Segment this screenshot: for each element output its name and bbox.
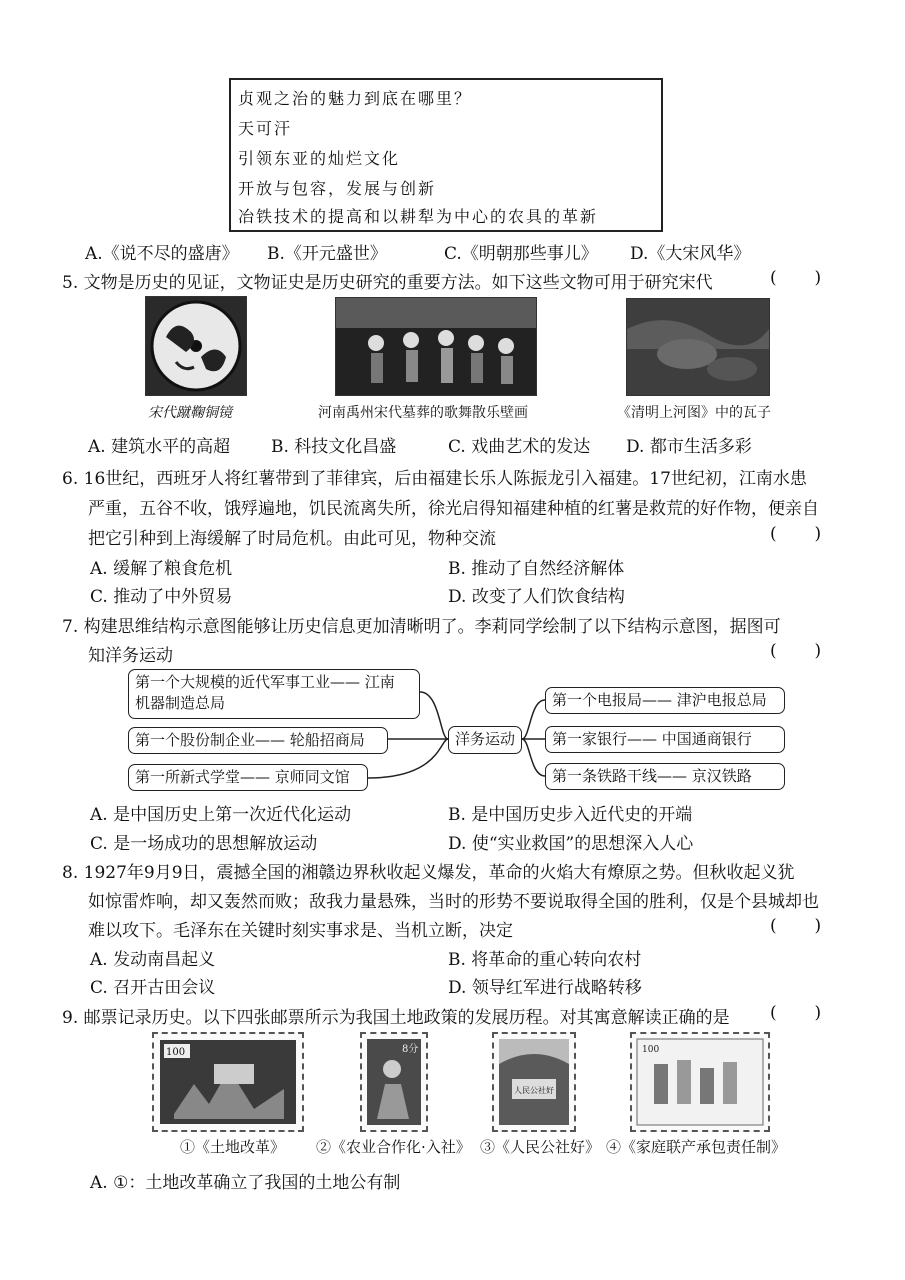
stamp-peoples-commune xyxy=(492,1032,576,1132)
stamp-2-value: 8分 xyxy=(402,1044,419,1055)
box-line-4: 开放与包容，发展与创新 xyxy=(238,179,437,198)
q8-option-c: C. 召开古田会议 xyxy=(90,978,216,998)
q6-option-d: D. 改变了人们饮食结构 xyxy=(448,587,625,607)
node-china-merchants-text: 第一个股份制企业—— 轮船招商局 xyxy=(135,731,365,749)
node-jiangnan-line-2: 机器制造总局 xyxy=(135,694,226,712)
q7-option-b: B. 是中国历史步入近代史的开端 xyxy=(448,805,693,825)
q5-caption-1: 宋代蹴鞠铜镜 xyxy=(148,405,232,421)
q7-line-2: 知洋务运动 xyxy=(88,646,173,666)
q6-answer-paren: ( ) xyxy=(770,524,822,544)
node-telegraph-text: 第一个电报局—— 津沪电报总局 xyxy=(552,691,767,709)
node-jiangnan-line-1: 第一个大规模的近代军事工业—— 江南 xyxy=(135,673,395,691)
q8-line-2: 如惊雷炸响，却又轰然而败；敌我力量悬殊，当时的形势不要说取得全国的胜利，仅是个县城却也 xyxy=(88,892,819,912)
q5-option-c: C. 戏曲艺术的发达 xyxy=(448,437,591,457)
node-center-yangwu xyxy=(448,726,522,754)
node-telegraph xyxy=(545,687,785,714)
q6-option-b: B. 推动了自然经济解体 xyxy=(448,559,625,579)
q8-line-1: 8. 1927年9月9日，震撼全国的湘赣边界秋收起义爆发，革命的火焰大有燎原之势。但秋收起义犹 xyxy=(62,863,795,883)
q6-option-c: C. 推动了中外贸易 xyxy=(90,587,233,607)
stamp-land-reform xyxy=(152,1032,304,1132)
node-bank-text: 第一家银行—— 中国通商银行 xyxy=(552,730,752,748)
node-center-text: 洋务运动 xyxy=(455,730,516,748)
q4-option-d: D.《大宋风华》 xyxy=(630,244,751,264)
q6-option-a: A. 缓解了粮食危机 xyxy=(90,559,233,579)
q5-option-d: D. 都市生活多彩 xyxy=(626,437,752,457)
box-line-1: 贞观之治的魅力到底在哪里？ xyxy=(238,89,473,108)
q4-option-c: C.《明朝那些事儿》 xyxy=(444,244,598,264)
q5-answer-paren: ( ) xyxy=(770,268,822,288)
q9-option-a: A. ①：土地改革确立了我国的土地公有制 xyxy=(90,1173,401,1193)
q5-option-b: B. 科技文化昌盛 xyxy=(271,437,397,457)
node-china-merchants xyxy=(128,727,388,754)
q8-answer-paren: ( ) xyxy=(770,916,822,936)
stamp-cooperative xyxy=(360,1032,428,1132)
box-line-5: 冶铁技术的提高和以耕犁为中心的农具的革新 xyxy=(238,207,599,226)
q8-option-a: A. 发动南昌起义 xyxy=(90,950,216,970)
q8-line-3: 难以攻下。毛泽东在关键时刻实事求是、当机立断，决定 xyxy=(88,921,513,941)
box-line-2: 天可汗 xyxy=(238,119,293,138)
node-jiangnan-arsenal xyxy=(128,669,420,719)
q7-option-c: C. 是一场成功的思想解放运动 xyxy=(90,834,318,854)
box-line-3: 引领东亚的灿烂文化 xyxy=(238,149,401,168)
stamp-3-text: 人民公社好 xyxy=(514,1086,554,1095)
q4-option-a: A.《说不尽的盛唐》 xyxy=(85,244,239,264)
node-tongwen-guan-text: 第一所新式学堂—— 京师同文馆 xyxy=(135,768,350,786)
q6-line-3: 把它引种到上海缓解了时局危机。由此可见，物种交流 xyxy=(88,529,496,549)
q7-option-d: D. 使“实业救国”的思想深入人心 xyxy=(448,834,694,854)
stamp-4-value: 100 xyxy=(642,1045,660,1055)
q9-caption-2: ②《农业合作化·入社》 xyxy=(316,1138,471,1156)
q7-line-1: 7. 构建思维结构示意图能够让历史信息更加清晰明了。李莉同学绘制了以下结构示意图，据图可 xyxy=(62,617,781,637)
stamp-commune-art xyxy=(494,1034,574,1130)
node-tongwen-guan xyxy=(128,764,368,791)
q7-option-a: A. 是中国历史上第一次近代化运动 xyxy=(90,805,352,825)
node-railway xyxy=(545,763,785,790)
q5-stem: 5. 文物是历史的见证，文物证史是历史研究的重要方法。如下这些文物可用于研究宋代 xyxy=(62,273,713,293)
q9-caption-3: ③《人民公社好》 xyxy=(480,1138,601,1156)
q9-caption-1: ①《土地改革》 xyxy=(180,1138,286,1156)
stamp-cooperative-art xyxy=(362,1034,426,1130)
stamp-household-art xyxy=(632,1034,768,1130)
node-railway-text: 第一条铁路干线—— 京汉铁路 xyxy=(552,767,752,785)
stamp-land-reform-art xyxy=(154,1034,302,1130)
q9-caption-4: ④《家庭联产承包责任制》 xyxy=(606,1138,787,1156)
q6-line-2: 严重，五谷不收，饿殍遍地，饥民流离失所，徐光启得知福建种植的红薯是救荒的好作物，便亲自 xyxy=(88,499,819,519)
q7-answer-paren: ( ) xyxy=(770,641,822,661)
q4-option-b: B.《开元盛世》 xyxy=(267,244,387,264)
node-bank xyxy=(545,726,785,753)
q5-caption-3: 《清明上河图》中的瓦子 xyxy=(617,405,771,421)
q8-option-b: B. 将革命的重心转向农村 xyxy=(448,950,642,970)
bronze-mirror-drawing xyxy=(146,297,246,395)
bronze-mirror-image xyxy=(145,296,247,396)
stamp-household-responsibility xyxy=(630,1032,770,1132)
mural-drawing xyxy=(336,298,536,395)
q6-line-1: 6. 16世纪，西班牙人将红薯带到了菲律宾，后由福建长乐人陈振龙引入福建。17世纪初，江南水患 xyxy=(62,469,807,489)
stamp-1-value: 100 xyxy=(166,1047,186,1058)
q8-option-d: D. 领导红军进行战略转移 xyxy=(448,978,642,998)
q5-caption-2: 河南禹州宋代墓葬的歌舞散乐壁画 xyxy=(318,405,528,421)
painting-drawing xyxy=(627,299,769,395)
q9-stem: 9. 邮票记录历史。以下四张邮票所示为我国土地政策的发展历程。对其寓意解读正确的是 xyxy=(62,1008,730,1028)
q5-option-a: A. 建筑水平的高超 xyxy=(88,437,231,457)
song-tomb-mural-image xyxy=(335,297,537,396)
q9-answer-paren: ( ) xyxy=(770,1003,822,1023)
qingming-painting-image xyxy=(626,298,770,396)
